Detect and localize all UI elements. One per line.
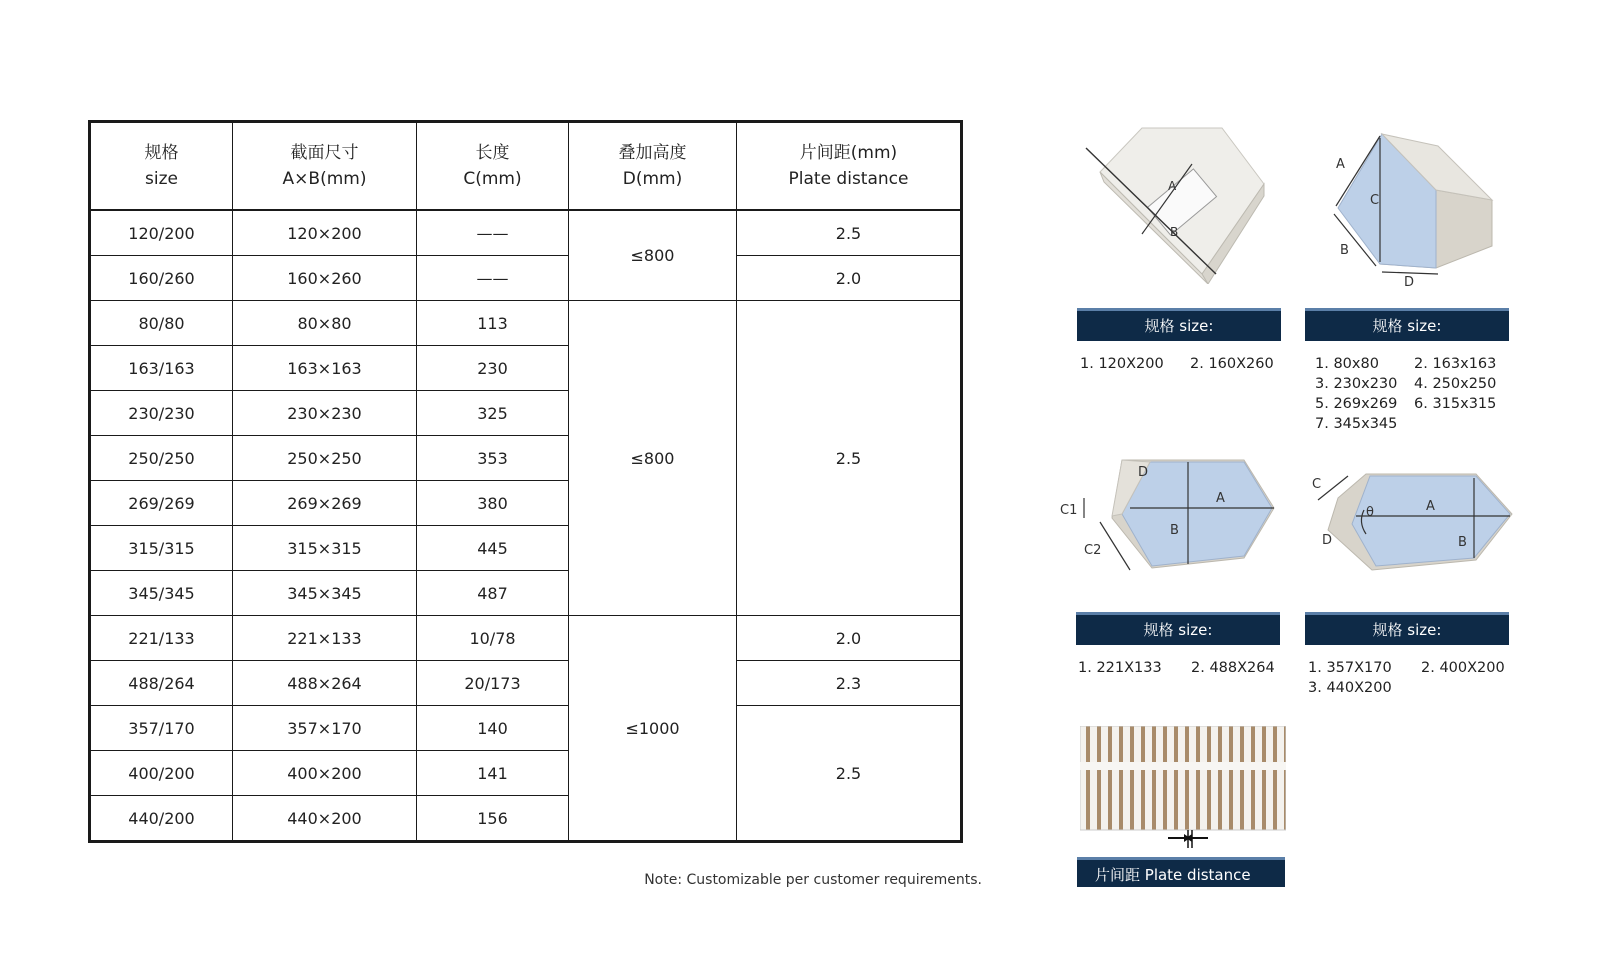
label-b: B — [1170, 225, 1179, 239]
cell-length: 10/78 — [417, 616, 569, 661]
cell-section: 357×170 — [233, 706, 417, 751]
cell-plate-distance: 2.0 — [737, 256, 962, 301]
cell-stack-height: ≤800 — [569, 301, 737, 616]
cell-length: —— — [417, 256, 569, 301]
cell-section: 221×133 — [233, 616, 417, 661]
cell-size: 230/230 — [90, 391, 233, 436]
cell-length: 113 — [417, 301, 569, 346]
label-theta: θ — [1366, 505, 1374, 520]
label-c: C — [1312, 477, 1322, 492]
figure-square-block — [1082, 124, 1282, 284]
label-c2: C2 — [1084, 543, 1102, 558]
size-item: 1. 357X170 — [1308, 660, 1392, 676]
cell-section: 120×200 — [233, 210, 417, 256]
label-b: B — [1170, 523, 1179, 538]
size-item: 5. 269x269 — [1315, 396, 1398, 412]
cell-length: 140 — [417, 706, 569, 751]
cell-section: 488×264 — [233, 661, 417, 706]
cell-size: 400/200 — [90, 751, 233, 796]
header-stack-height: 叠加高度 D(mm) — [569, 122, 737, 211]
cell-length: 487 — [417, 571, 569, 616]
table-row — [90, 301, 962, 346]
size-bar-4: 规格 size: — [1305, 612, 1509, 645]
cell-section: 163×163 — [233, 346, 417, 391]
cell-stack-height: ≤1000 — [569, 616, 737, 842]
table-row — [90, 210, 962, 256]
size-item: 7. 345x345 — [1315, 416, 1398, 432]
cell-length: —— — [417, 210, 569, 256]
size-item: 1. 120X200 — [1080, 356, 1164, 372]
table-row — [90, 661, 962, 706]
cell-plate-distance: 2.5 — [737, 706, 962, 842]
header-length: 长度 C(mm) — [417, 122, 569, 211]
cell-section: 160×260 — [233, 256, 417, 301]
cell-size: 160/260 — [90, 256, 233, 301]
label-a: A — [1216, 491, 1225, 506]
cell-length: 325 — [417, 391, 569, 436]
table-row — [90, 616, 962, 661]
note-text: Note: Customizable per customer requirements. — [644, 872, 982, 888]
size-item: 2. 488X264 — [1191, 660, 1275, 676]
size-item: 2. 400X200 — [1421, 660, 1505, 676]
plate-distance-bar: 片间距 Plate distance — [1077, 857, 1285, 887]
label-d: D — [1138, 465, 1149, 480]
size-item: 2. 160X260 — [1190, 356, 1274, 372]
cell-length: 380 — [417, 481, 569, 526]
cell-plate-distance: 2.5 — [737, 210, 962, 256]
cell-size: 488/264 — [90, 661, 233, 706]
size-item: 1. 80x80 — [1315, 356, 1379, 372]
cell-length: 230 — [417, 346, 569, 391]
table-row — [90, 256, 962, 301]
size-bar-1: 规格 size: — [1077, 308, 1281, 341]
table-header-row — [90, 122, 962, 211]
label-a: A — [1336, 157, 1345, 172]
figure-hexagon-block — [1060, 458, 1280, 578]
cell-size: 315/315 — [90, 526, 233, 571]
cell-plate-distance: 2.3 — [737, 661, 962, 706]
label-d: D — [1404, 275, 1415, 288]
label-a: A — [1426, 499, 1435, 514]
cell-size: 221/133 — [90, 616, 233, 661]
cell-section: 400×200 — [233, 751, 417, 796]
label-c1: C1 — [1060, 503, 1078, 518]
label-a: A — [1168, 179, 1177, 193]
cell-section: 440×200 — [233, 796, 417, 842]
size-item: 4. 250x250 — [1414, 376, 1497, 392]
size-bar-2: 规格 size: — [1305, 308, 1509, 341]
cell-size: 250/250 — [90, 436, 233, 481]
label-d: D — [1322, 533, 1333, 548]
cell-length: 353 — [417, 436, 569, 481]
figure-plate-closeup — [1080, 726, 1286, 850]
cell-length: 20/173 — [417, 661, 569, 706]
cell-size: 120/200 — [90, 210, 233, 256]
header-plate-distance: 片间距(mm) Plate distance — [737, 122, 962, 211]
cell-section: 345×345 — [233, 571, 417, 616]
size-item: 2. 163x163 — [1414, 356, 1497, 372]
cell-section: 315×315 — [233, 526, 417, 571]
header-size: 规格 size — [90, 122, 233, 211]
size-bar-3: 规格 size: — [1076, 612, 1280, 645]
cell-section: 250×250 — [233, 436, 417, 481]
table-row — [90, 706, 962, 751]
cell-size: 357/170 — [90, 706, 233, 751]
cell-size: 163/163 — [90, 346, 233, 391]
size-item: 1. 221X133 — [1078, 660, 1162, 676]
size-item: 6. 315x315 — [1414, 396, 1497, 412]
cell-length: 141 — [417, 751, 569, 796]
cell-size: 440/200 — [90, 796, 233, 842]
cell-stack-height: ≤800 — [569, 210, 737, 301]
cell-section: 269×269 — [233, 481, 417, 526]
cell-section: 230×230 — [233, 391, 417, 436]
cell-size: 345/345 — [90, 571, 233, 616]
figure-cube-block — [1308, 128, 1508, 288]
cell-plate-distance: 2.0 — [737, 616, 962, 661]
cell-size: 269/269 — [90, 481, 233, 526]
spec-table — [88, 120, 963, 843]
cell-length: 445 — [417, 526, 569, 571]
size-item: 3. 230x230 — [1315, 376, 1398, 392]
cell-size: 80/80 — [90, 301, 233, 346]
label-b: B — [1340, 243, 1349, 258]
cell-section: 80×80 — [233, 301, 417, 346]
cell-length: 156 — [417, 796, 569, 842]
cell-plate-distance: 2.5 — [737, 301, 962, 616]
figure-wide-hexagon-block — [1308, 470, 1518, 580]
label-c: C — [1370, 193, 1380, 208]
label-b: B — [1458, 535, 1467, 550]
size-item: 3. 440X200 — [1308, 680, 1392, 696]
header-section: 截面尺寸 A×B(mm) — [233, 122, 417, 211]
